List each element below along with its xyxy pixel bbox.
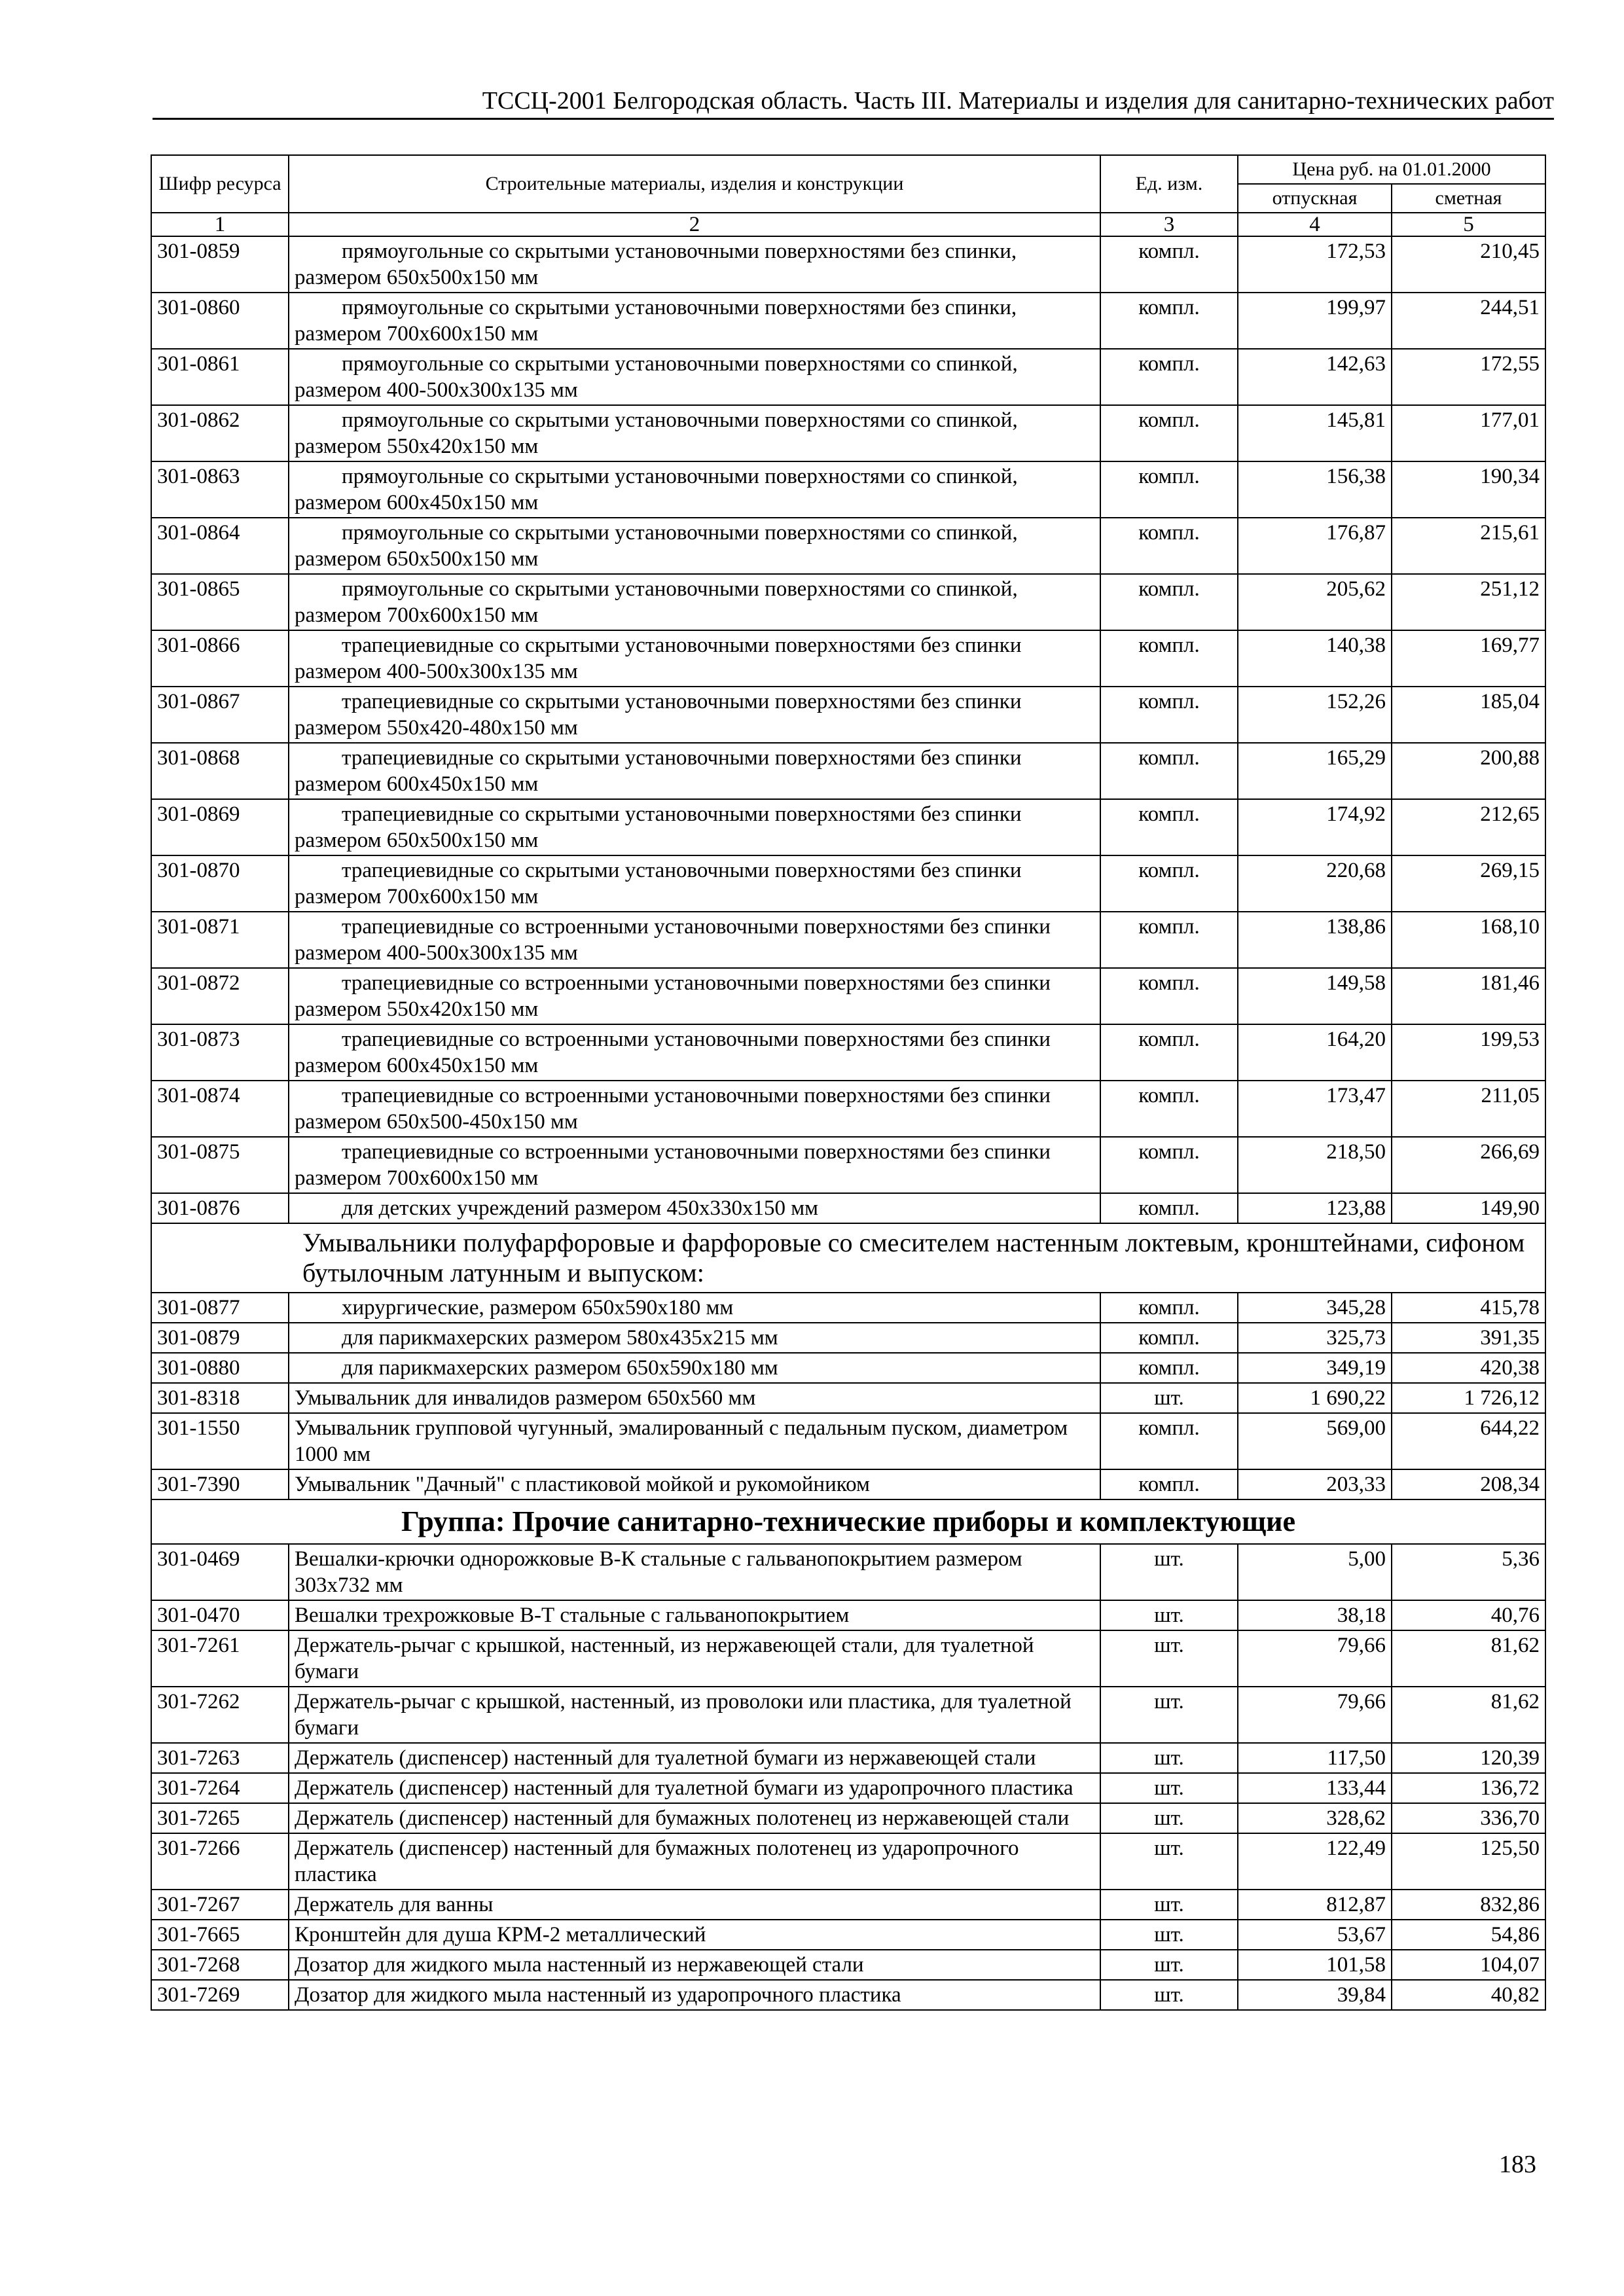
item-name: трапециевидные со встроенными установочными поверхностями без спинки размером 650х500-450х150 мм <box>295 1084 1051 1134</box>
item-name: трапециевидные со встроенными установочными поверхностями без спинки размером 700х600х150 мм <box>295 1140 1051 1190</box>
estimate-price: 125,50 <box>1392 1833 1545 1890</box>
item-name-cell <box>289 1773 1100 1803</box>
release-price: 38,18 <box>1238 1600 1392 1630</box>
table-row <box>151 1980 1545 2010</box>
item-name-cell <box>289 1920 1100 1950</box>
item-name: для парикмахерских размером 580х435х215 мм <box>342 1326 778 1350</box>
item-name: Держатель (диспенсер) настенный для бумажных полотенец из нержавеющей стали <box>295 1806 1070 1830</box>
estimate-price: 190,34 <box>1392 461 1545 518</box>
release-price: 205,62 <box>1238 574 1392 630</box>
item-name: трапециевидные со скрытыми установочными поверхностями без спинки размером 650х500х150 мм <box>295 802 1022 852</box>
header-unit: Ед. изм. <box>1100 155 1238 213</box>
column-number-row <box>151 213 1545 236</box>
resource-code: 301-0877 <box>151 1293 289 1323</box>
table-row <box>151 1920 1545 1950</box>
table-row <box>151 1353 1545 1383</box>
unit-of-measure: компл. <box>1100 461 1238 518</box>
item-name-cell <box>289 1544 1100 1600</box>
estimate-price: 266,69 <box>1392 1137 1545 1193</box>
table-row <box>151 1833 1545 1890</box>
release-price: 349,19 <box>1238 1353 1392 1383</box>
header-code: Шифр ресурса <box>151 155 289 213</box>
item-name-cell <box>289 236 1100 293</box>
release-price: 325,73 <box>1238 1323 1392 1353</box>
item-name-cell <box>289 743 1100 799</box>
resource-code: 301-0872 <box>151 968 289 1024</box>
release-price: 203,33 <box>1238 1469 1392 1499</box>
resource-code: 301-0869 <box>151 799 289 855</box>
release-price: 328,62 <box>1238 1803 1392 1833</box>
unit-of-measure: компл. <box>1100 1081 1238 1137</box>
item-name-cell <box>289 1980 1100 2010</box>
estimate-price: 5,36 <box>1392 1544 1545 1600</box>
unit-of-measure: шт. <box>1100 1383 1238 1413</box>
resource-code: 301-7268 <box>151 1950 289 1980</box>
item-name: Держатель-рычаг с крышкой, настенный, из проволоки или пластика, для туалетной бумаги <box>295 1690 1072 1740</box>
release-price: 173,47 <box>1238 1081 1392 1137</box>
resource-code: 301-0868 <box>151 743 289 799</box>
release-price: 218,50 <box>1238 1137 1392 1193</box>
unit-of-measure: компл. <box>1100 405 1238 461</box>
table-row <box>151 799 1545 855</box>
release-price: 117,50 <box>1238 1743 1392 1773</box>
resource-code: 301-7269 <box>151 1980 289 2010</box>
resource-code: 301-0875 <box>151 1137 289 1193</box>
item-name: трапециевидные со скрытыми установочными поверхностями без спинки размером 550х420-480х150 мм <box>295 690 1022 740</box>
estimate-price: 212,65 <box>1392 799 1545 855</box>
estimate-price: 40,76 <box>1392 1600 1545 1630</box>
unit-of-measure: компл. <box>1100 574 1238 630</box>
estimate-price: 169,77 <box>1392 630 1545 687</box>
item-name-cell <box>289 1743 1100 1773</box>
resource-code: 301-7266 <box>151 1833 289 1890</box>
unit-of-measure: компл. <box>1100 1293 1238 1323</box>
table-row <box>151 968 1545 1024</box>
release-price: 140,38 <box>1238 630 1392 687</box>
item-name-cell <box>289 461 1100 518</box>
column-number: 2 <box>289 213 1100 236</box>
release-price: 133,44 <box>1238 1773 1392 1803</box>
table-row <box>151 1323 1545 1353</box>
estimate-price: 391,35 <box>1392 1323 1545 1353</box>
resource-code: 301-0863 <box>151 461 289 518</box>
table-row <box>151 630 1545 687</box>
release-price: 176,87 <box>1238 518 1392 574</box>
group-heading-row <box>151 1499 1545 1544</box>
release-price: 152,26 <box>1238 687 1392 743</box>
table-row <box>151 912 1545 968</box>
unit-of-measure: шт. <box>1100 1833 1238 1890</box>
unit-of-measure: шт. <box>1100 1950 1238 1980</box>
table-header-row-1 <box>151 155 1545 184</box>
item-name: прямоугольные со скрытыми установочными поверхностями со спинкой, размером 650х500х150 мм <box>295 521 1018 571</box>
release-price: 123,88 <box>1238 1193 1392 1223</box>
resource-code: 301-8318 <box>151 1383 289 1413</box>
item-name-cell <box>289 518 1100 574</box>
resource-code: 301-0469 <box>151 1544 289 1600</box>
resource-code: 301-7264 <box>151 1773 289 1803</box>
resource-code: 301-0862 <box>151 405 289 461</box>
release-price: 145,81 <box>1238 405 1392 461</box>
resource-code: 301-0874 <box>151 1081 289 1137</box>
unit-of-measure: шт. <box>1100 1803 1238 1833</box>
table-row <box>151 1024 1545 1081</box>
header-name: Строительные материалы, изделия и конструкции <box>289 155 1100 213</box>
unit-of-measure: шт. <box>1100 1920 1238 1950</box>
item-name: прямоугольные со скрытыми установочными поверхностями со спинкой, размером 700х600х150 мм <box>295 577 1018 627</box>
column-number: 3 <box>1100 213 1238 236</box>
group-heading: Группа: Прочие санитарно-технические приборы и комплектующие <box>151 1499 1545 1544</box>
release-price: 53,67 <box>1238 1920 1392 1950</box>
unit-of-measure: компл. <box>1100 968 1238 1024</box>
table-row <box>151 855 1545 912</box>
item-name-cell <box>289 1803 1100 1833</box>
item-name: прямоугольные со скрытыми установочными поверхностями без спинки, размером 650х500х150 мм <box>295 240 1017 289</box>
table-row <box>151 349 1545 405</box>
item-name: Вешалки-крючки однорожковые В-К стальные с гальванопокрытием размером 303х732 мм <box>295 1547 1022 1597</box>
resource-code: 301-7390 <box>151 1469 289 1499</box>
release-price: 812,87 <box>1238 1890 1392 1920</box>
unit-of-measure: шт. <box>1100 1687 1238 1743</box>
item-name-cell <box>289 1950 1100 1980</box>
estimate-price: 81,62 <box>1392 1687 1545 1743</box>
unit-of-measure: шт. <box>1100 1544 1238 1600</box>
unit-of-measure: шт. <box>1100 1890 1238 1920</box>
release-price: 142,63 <box>1238 349 1392 405</box>
resource-code: 301-7665 <box>151 1920 289 1950</box>
unit-of-measure: компл. <box>1100 687 1238 743</box>
release-price: 101,58 <box>1238 1950 1392 1980</box>
resource-code: 301-0870 <box>151 855 289 912</box>
table-row <box>151 1469 1545 1499</box>
item-name: Держатель (диспенсер) настенный для бумажных полотенец из ударопрочного пластика <box>295 1837 1019 1886</box>
estimate-price: 168,10 <box>1392 912 1545 968</box>
item-name-cell <box>289 1137 1100 1193</box>
estimate-price: 104,07 <box>1392 1950 1545 1980</box>
release-price: 174,92 <box>1238 799 1392 855</box>
item-name-cell <box>289 1890 1100 1920</box>
unit-of-measure: компл. <box>1100 293 1238 349</box>
release-price: 5,00 <box>1238 1544 1392 1600</box>
table-row <box>151 1413 1545 1469</box>
unit-of-measure: компл. <box>1100 855 1238 912</box>
section-heading: Умывальники полуфарфоровые и фарфоровые со смесителем настенным локтевым, кронштейнами, сифоном бутылочным латунным и выпуском: <box>151 1223 1545 1293</box>
estimate-price: 136,72 <box>1392 1773 1545 1803</box>
item-name: прямоугольные со скрытыми установочными поверхностями со спинкой, размером 400-500х300х135 мм <box>295 352 1018 402</box>
table-row <box>151 1803 1545 1833</box>
unit-of-measure: компл. <box>1100 236 1238 293</box>
table-row <box>151 574 1545 630</box>
estimate-price: 208,34 <box>1392 1469 1545 1499</box>
item-name-cell <box>289 1469 1100 1499</box>
estimate-price: 40,82 <box>1392 1980 1545 2010</box>
item-name: Держатель (диспенсер) настенный для туалетной бумаги из ударопрочного пластика <box>295 1776 1074 1800</box>
unit-of-measure: компл. <box>1100 1469 1238 1499</box>
release-price: 345,28 <box>1238 1293 1392 1323</box>
item-name-cell <box>289 1353 1100 1383</box>
resource-code: 301-0470 <box>151 1600 289 1630</box>
resource-code: 301-0871 <box>151 912 289 968</box>
estimate-price: 1 726,12 <box>1392 1383 1545 1413</box>
column-number: 5 <box>1392 213 1545 236</box>
item-name-cell <box>289 1293 1100 1323</box>
item-name: Умывальник "Дачный" с пластиковой мойкой и рукомойником <box>295 1473 870 1496</box>
table-row <box>151 1137 1545 1193</box>
item-name: прямоугольные со скрытыми установочными поверхностями со спинкой, размером 550х420х150 мм <box>295 408 1018 458</box>
resource-code: 301-0876 <box>151 1193 289 1223</box>
estimate-price: 251,12 <box>1392 574 1545 630</box>
table-row <box>151 1383 1545 1413</box>
unit-of-measure: шт. <box>1100 1630 1238 1687</box>
item-name-cell <box>289 349 1100 405</box>
release-price: 199,97 <box>1238 293 1392 349</box>
table-row <box>151 1630 1545 1687</box>
resource-code: 301-7263 <box>151 1743 289 1773</box>
unit-of-measure: компл. <box>1100 799 1238 855</box>
resource-code: 301-0860 <box>151 293 289 349</box>
release-price: 39,84 <box>1238 1980 1392 2010</box>
unit-of-measure: шт. <box>1100 1980 1238 2010</box>
item-name-cell <box>289 1687 1100 1743</box>
estimate-price: 415,78 <box>1392 1293 1545 1323</box>
release-price: 569,00 <box>1238 1413 1392 1469</box>
resource-code: 301-1550 <box>151 1413 289 1469</box>
item-name: хирургические, размером 650х590х180 мм <box>342 1296 734 1319</box>
estimate-price: 269,15 <box>1392 855 1545 912</box>
unit-of-measure: компл. <box>1100 1353 1238 1383</box>
resource-code: 301-0873 <box>151 1024 289 1081</box>
estimate-price: 199,53 <box>1392 1024 1545 1081</box>
table-row <box>151 1687 1545 1743</box>
table-row <box>151 518 1545 574</box>
item-name: трапециевидные со встроенными установочными поверхностями без спинки размером 550х420х150 мм <box>295 971 1051 1021</box>
item-name: прямоугольные со скрытыми установочными поверхностями со спинкой, размером 600х450х150 мм <box>295 465 1018 514</box>
unit-of-measure: компл. <box>1100 1193 1238 1223</box>
resource-code: 301-7267 <box>151 1890 289 1920</box>
item-name: прямоугольные со скрытыми установочными поверхностями без спинки, размером 700х600х150 мм <box>295 296 1017 346</box>
table-row <box>151 236 1545 293</box>
resource-code: 301-0866 <box>151 630 289 687</box>
estimate-price: 149,90 <box>1392 1193 1545 1223</box>
item-name: трапециевидные со скрытыми установочными поверхностями без спинки размером 700х600х150 мм <box>295 859 1022 908</box>
table-row <box>151 743 1545 799</box>
table-row <box>151 1600 1545 1630</box>
item-name: трапециевидные со скрытыми установочными поверхностями без спинки размером 400-500х300х135 мм <box>295 634 1022 683</box>
unit-of-measure: компл. <box>1100 1413 1238 1469</box>
unit-of-measure: компл. <box>1100 630 1238 687</box>
release-price: 149,58 <box>1238 968 1392 1024</box>
item-name-cell <box>289 855 1100 912</box>
unit-of-measure: компл. <box>1100 1024 1238 1081</box>
table-row <box>151 1890 1545 1920</box>
unit-of-measure: шт. <box>1100 1743 1238 1773</box>
estimate-price: 185,04 <box>1392 687 1545 743</box>
estimate-price: 81,62 <box>1392 1630 1545 1687</box>
estimate-price: 215,61 <box>1392 518 1545 574</box>
item-name: трапециевидные со скрытыми установочными поверхностями без спинки размером 600х450х150 мм <box>295 746 1022 796</box>
item-name-cell <box>289 1193 1100 1223</box>
release-price: 122,49 <box>1238 1833 1392 1890</box>
release-price: 1 690,22 <box>1238 1383 1392 1413</box>
column-number: 4 <box>1238 213 1392 236</box>
item-name: Умывальник для инвалидов размером 650х560 мм <box>295 1386 756 1410</box>
item-name-cell <box>289 574 1100 630</box>
resource-code: 301-7261 <box>151 1630 289 1687</box>
header-estimate-price: сметная <box>1392 184 1545 213</box>
release-price: 172,53 <box>1238 236 1392 293</box>
resource-code: 301-0859 <box>151 236 289 293</box>
table-row <box>151 1544 1545 1600</box>
resource-code: 301-7265 <box>151 1803 289 1833</box>
estimate-price: 181,46 <box>1392 968 1545 1024</box>
item-name-cell <box>289 405 1100 461</box>
item-name-cell <box>289 799 1100 855</box>
item-name-cell <box>289 1024 1100 1081</box>
resource-code: 301-0865 <box>151 574 289 630</box>
estimate-price: 200,88 <box>1392 743 1545 799</box>
unit-of-measure: компл. <box>1100 1137 1238 1193</box>
estimate-price: 420,38 <box>1392 1353 1545 1383</box>
table-row <box>151 1293 1545 1323</box>
release-price: 138,86 <box>1238 912 1392 968</box>
unit-of-measure: шт. <box>1100 1600 1238 1630</box>
estimate-price: 644,22 <box>1392 1413 1545 1469</box>
release-price: 164,20 <box>1238 1024 1392 1081</box>
item-name: для детских учреждений размером 450х330х150 мм <box>342 1196 819 1220</box>
estimate-price: 211,05 <box>1392 1081 1545 1137</box>
table-row <box>151 461 1545 518</box>
release-price: 165,29 <box>1238 743 1392 799</box>
item-name: Вешалки трехрожковые В-Т стальные с гальванопокрытием <box>295 1604 850 1627</box>
item-name-cell <box>289 912 1100 968</box>
estimate-price: 832,86 <box>1392 1890 1545 1920</box>
table-row <box>151 1743 1545 1773</box>
item-name: Держатель для ванны <box>295 1893 494 1916</box>
table-row <box>151 1950 1545 1980</box>
item-name-cell <box>289 1413 1100 1469</box>
estimate-price: 172,55 <box>1392 349 1545 405</box>
table-row <box>151 1081 1545 1137</box>
release-price: 220,68 <box>1238 855 1392 912</box>
section-heading-row <box>151 1223 1545 1293</box>
release-price: 79,66 <box>1238 1630 1392 1687</box>
estimate-price: 336,70 <box>1392 1803 1545 1833</box>
resource-code: 301-0880 <box>151 1353 289 1383</box>
estimate-price: 177,01 <box>1392 405 1545 461</box>
item-name-cell <box>289 1630 1100 1687</box>
item-name-cell <box>289 1323 1100 1353</box>
item-name-cell <box>289 1600 1100 1630</box>
table-row <box>151 405 1545 461</box>
release-price: 79,66 <box>1238 1687 1392 1743</box>
item-name-cell <box>289 1833 1100 1890</box>
table-row <box>151 687 1545 743</box>
unit-of-measure: шт. <box>1100 1773 1238 1803</box>
item-name: трапециевидные со встроенными установочными поверхностями без спинки размером 400-500х300х135 мм <box>295 915 1051 965</box>
unit-of-measure: компл. <box>1100 349 1238 405</box>
item-name: Держатель-рычаг с крышкой, настенный, из нержавеющей стали, для туалетной бумаги <box>295 1634 1034 1683</box>
header-release-price: отпускная <box>1238 184 1392 213</box>
table-row <box>151 1773 1545 1803</box>
page-number: 183 <box>1499 2151 1536 2178</box>
item-name: Держатель (диспенсер) настенный для туалетной бумаги из нержавеющей стали <box>295 1746 1036 1770</box>
resource-code: 301-0861 <box>151 349 289 405</box>
price-table <box>151 154 1546 2011</box>
resource-code: 301-0867 <box>151 687 289 743</box>
release-price: 156,38 <box>1238 461 1392 518</box>
table-row <box>151 293 1545 349</box>
item-name: Дозатор для жидкого мыла настенный из нержавеющей стали <box>295 1953 864 1977</box>
header-price: Цена руб. на 01.01.2000 <box>1238 155 1545 184</box>
table-row <box>151 1193 1545 1223</box>
item-name-cell <box>289 1081 1100 1137</box>
item-name: трапециевидные со встроенными установочными поверхностями без спинки размером 600х450х150 мм <box>295 1028 1051 1077</box>
unit-of-measure: компл. <box>1100 743 1238 799</box>
estimate-price: 244,51 <box>1392 293 1545 349</box>
column-number: 1 <box>151 213 289 236</box>
resource-code: 301-0879 <box>151 1323 289 1353</box>
item-name-cell <box>289 293 1100 349</box>
unit-of-measure: компл. <box>1100 518 1238 574</box>
item-name: Кронштейн для душа КРМ-2 металлический <box>295 1923 706 1946</box>
item-name-cell <box>289 968 1100 1024</box>
resource-code: 301-0864 <box>151 518 289 574</box>
resource-code: 301-7262 <box>151 1687 289 1743</box>
item-name-cell <box>289 630 1100 687</box>
page-header: ТССЦ-2001 Белгородская область. Часть III. Материалы и изделия для санитарно-технических работ <box>153 84 1554 120</box>
item-name: для парикмахерских размером 650х590х180 мм <box>342 1356 778 1380</box>
item-name: Дозатор для жидкого мыла настенный из ударопрочного пластика <box>295 1983 901 2007</box>
unit-of-measure: компл. <box>1100 1323 1238 1353</box>
unit-of-measure: компл. <box>1100 912 1238 968</box>
estimate-price: 120,39 <box>1392 1743 1545 1773</box>
item-name: Умывальник групповой чугунный, эмалированный с педальным пуском, диаметром 1000 мм <box>295 1416 1068 1466</box>
estimate-price: 210,45 <box>1392 236 1545 293</box>
item-name-cell <box>289 687 1100 743</box>
item-name-cell <box>289 1383 1100 1413</box>
estimate-price: 54,86 <box>1392 1920 1545 1950</box>
